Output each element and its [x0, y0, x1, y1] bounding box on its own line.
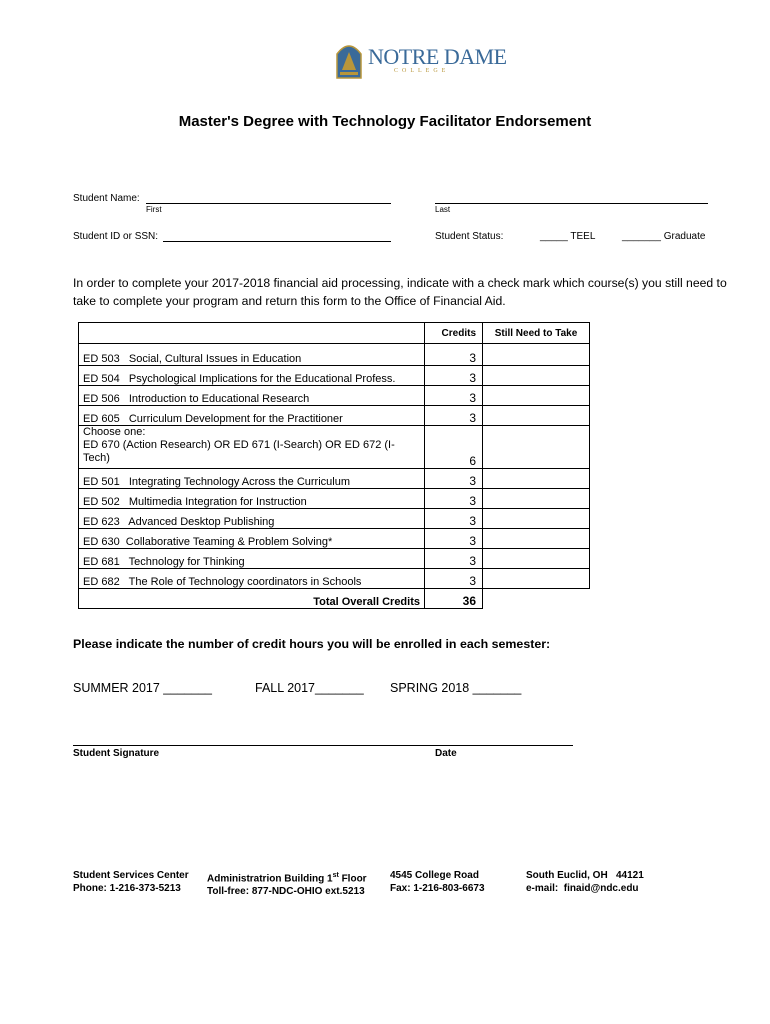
still-need-checkbox[interactable]: [483, 569, 590, 589]
course-credits: 3: [425, 569, 483, 589]
last-name-caption: Last: [435, 205, 451, 214]
student-signature-label: Student Signature: [73, 748, 160, 759]
date-label: Date: [435, 748, 457, 759]
page-title: Master's Degree with Technology Facilitator Endorsement: [178, 113, 592, 130]
credits-header: Credits: [425, 323, 483, 344]
still-need-checkbox[interactable]: [483, 386, 590, 406]
status-graduate-option[interactable]: _______ Graduate: [622, 231, 706, 242]
college-seal-icon: [334, 40, 364, 80]
fall-2017-field[interactable]: FALL 2017_______: [255, 681, 364, 695]
still-need-header: Still Need to Take: [483, 323, 590, 344]
table-row: [79, 529, 590, 549]
course-name: ED 605 Curriculum Development for the Practitioner: [79, 406, 425, 426]
semester-question: Please indicate the number of credit hours you will be enrolled in each semester:: [73, 637, 551, 651]
footer-toll-free: Toll-free: 877-NDC-OHIO ext.5213: [207, 886, 365, 898]
course-credits: 3: [425, 469, 483, 489]
still-need-checkbox[interactable]: [483, 549, 590, 569]
table-row: [79, 549, 590, 569]
course-name: ED 682 The Role of Technology coordinators in Schools: [79, 569, 425, 589]
course-name: ED 681 Technology for Thinking: [79, 549, 425, 569]
logo-subtext: COLLEGE: [394, 68, 450, 74]
footer-services-name: Student Services Center: [73, 870, 189, 881]
course-name: Choose one: ED 670 (Action Research) OR ED 671 (I-Search) OR ED 672 (I-Tech): [79, 426, 425, 469]
course-credits: 3: [425, 406, 483, 426]
footer-city-state: South Euclid, OH 44121: [526, 870, 644, 881]
course-credits: 6: [425, 426, 483, 469]
footer-admin-building: [207, 869, 367, 898]
total-row: [79, 589, 590, 609]
student-id-field[interactable]: [163, 241, 391, 242]
course-header-cell: [79, 323, 425, 344]
course-name: ED 506 Introduction to Educational Research: [79, 386, 425, 406]
course-credits: 3: [425, 386, 483, 406]
first-name-caption: First: [146, 205, 162, 214]
table-row: [79, 366, 590, 386]
footer-building: Administratrion Building 1st Floor: [207, 872, 367, 885]
still-need-checkbox[interactable]: [483, 529, 590, 549]
course-name: ED 502 Multimedia Integration for Instruction: [79, 489, 425, 509]
total-credits: 36: [425, 589, 483, 609]
courses-table: [78, 322, 590, 609]
summer-2017-field[interactable]: SUMMER 2017 _______: [73, 681, 212, 695]
course-credits: 3: [425, 509, 483, 529]
footer-student-services: [73, 869, 189, 895]
still-need-checkbox[interactable]: [483, 489, 590, 509]
instructions-paragraph: In order to complete your 2017-2018 financial aid processing, indicate with a check mark which course(s) you still need to take to complete your program and return this form to the Office of Financial Aid.: [73, 276, 727, 308]
course-credits: 3: [425, 344, 483, 366]
total-label: Total Overall Credits: [79, 589, 425, 609]
student-id-label: Student ID or SSN:: [73, 231, 159, 242]
spring-2018-field[interactable]: SPRING 2018 _______: [390, 681, 522, 695]
footer-fax: Fax: 1-216-803-6673: [390, 883, 485, 894]
table-row: [79, 344, 590, 366]
table-row: [79, 569, 590, 589]
still-need-checkbox[interactable]: [483, 366, 590, 386]
footer-address: [390, 869, 485, 895]
footer-email: e-mail: finaid@ndc.edu: [526, 883, 639, 894]
course-name: ED 504 Psychological Implications for the Educational Profess.: [79, 366, 425, 386]
course-credits: 3: [425, 529, 483, 549]
footer-street: 4545 College Road: [390, 870, 479, 881]
course-name: ED 501 Integrating Technology Across the Curriculum: [79, 469, 425, 489]
course-name: ED 630 Collaborative Teaming & Problem Solving*: [79, 529, 425, 549]
table-row: [79, 426, 590, 469]
still-need-checkbox[interactable]: [483, 426, 590, 469]
still-need-checkbox[interactable]: [483, 344, 590, 366]
table-header-row: [79, 323, 590, 344]
course-credits: 3: [425, 549, 483, 569]
course-name: ED 623 Advanced Desktop Publishing: [79, 509, 425, 529]
course-credits: 3: [425, 366, 483, 386]
last-name-field[interactable]: [435, 203, 708, 204]
table-row: [79, 469, 590, 489]
signature-line[interactable]: [73, 745, 573, 746]
table-row: [79, 386, 590, 406]
course-name: ED 503 Social, Cultural Issues in Education: [79, 344, 425, 366]
table-row: [79, 509, 590, 529]
footer-phone: Phone: 1-216-373-5213: [73, 883, 181, 894]
college-logo: [334, 40, 507, 80]
student-name-label: Student Name:: [73, 193, 140, 204]
table-row: [79, 489, 590, 509]
total-empty-cell: [483, 589, 590, 609]
still-need-checkbox[interactable]: [483, 406, 590, 426]
course-credits: 3: [425, 489, 483, 509]
still-need-checkbox[interactable]: [483, 509, 590, 529]
student-status-label: Student Status:: [435, 231, 504, 242]
first-name-field[interactable]: [146, 203, 391, 204]
status-teel-option[interactable]: _____ TEEL: [540, 231, 596, 242]
still-need-checkbox[interactable]: [483, 469, 590, 489]
table-row: [79, 406, 590, 426]
footer-city: [526, 869, 644, 895]
logo-text: NOTRE DAME: [368, 44, 507, 69]
